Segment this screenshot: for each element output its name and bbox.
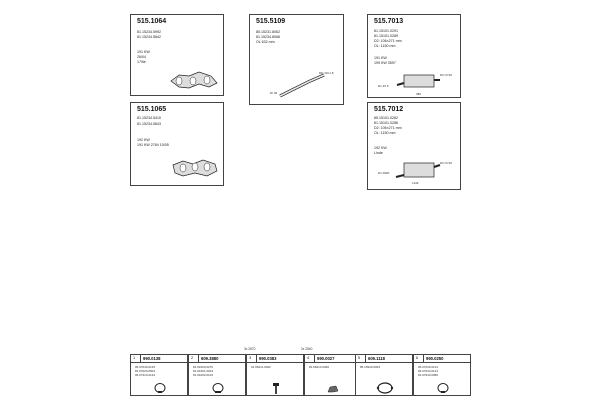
exhaust-manifold-drawing	[171, 155, 219, 181]
oem-number: 81.15234.5410	[137, 116, 161, 120]
muffler-drawing	[396, 71, 440, 91]
dimension-label: 1132	[412, 181, 419, 185]
accessory-header	[131, 355, 187, 363]
divider	[198, 355, 199, 362]
oem-number: 81.15234.5842	[137, 35, 161, 39]
muffler-drawing	[394, 159, 442, 183]
part-number: 515.7012	[374, 106, 404, 113]
oem-number: 81.97940.0080	[418, 373, 439, 377]
accessory-part-number: 609.1118	[368, 356, 386, 361]
accessory-part-number: 990.0250	[426, 356, 444, 361]
part-number: 515.1064	[137, 18, 167, 25]
part-card-2	[249, 14, 344, 105]
oem-number: 81.97020.0503	[135, 369, 156, 373]
quantity-note: 2x 2540	[301, 347, 313, 351]
oem-number: 81.15234.5843	[137, 122, 161, 126]
spec-line: Linde	[374, 151, 383, 155]
oem-number: 06.07040.0124	[418, 365, 439, 369]
clamp-icon	[211, 382, 225, 394]
part-card-4	[130, 102, 224, 186]
oem-number: 85.15231.8062	[256, 30, 280, 34]
accessory-item-2	[188, 354, 246, 396]
oem-number: 85.15101.0282	[374, 116, 398, 120]
item-index: 2	[191, 356, 194, 360]
oem-number: 81.91601.0023	[193, 369, 214, 373]
oem-number: 06.07044.0124	[418, 369, 439, 373]
quantity-note: 3x 2670	[244, 347, 256, 351]
divider	[140, 355, 141, 362]
accessory-header	[305, 355, 361, 363]
item-index: 5	[358, 356, 361, 360]
part-number: 515.7013	[374, 18, 404, 25]
bolt-icon	[272, 383, 280, 395]
dimension-label: D1 0900	[378, 171, 390, 175]
accessory-part-number: 990.0383	[259, 356, 277, 361]
spec-line: OL: 1150 mm	[374, 131, 396, 135]
spec-line: 26/04	[137, 55, 146, 59]
item-index: 4	[307, 356, 310, 360]
accessory-header	[414, 355, 470, 363]
accessory-header	[189, 355, 245, 363]
dimension-label: DD 40×1.8	[319, 71, 334, 75]
clamp-icon	[436, 382, 450, 394]
gasket-icon	[376, 382, 394, 394]
accessory-header	[247, 355, 303, 363]
divider	[423, 355, 424, 362]
part-card-3	[367, 14, 461, 98]
oem-number: 81.91600.0270	[193, 365, 214, 369]
spec-line: D2: 106×271 mm	[374, 39, 402, 43]
accessory-part-number: 609.3880	[201, 356, 219, 361]
spec-line: 191 KW	[137, 50, 150, 54]
spec-line: D2: 106×271 mm	[374, 126, 402, 130]
spec-line: 192 KW	[137, 138, 150, 142]
clamp-icon	[153, 382, 167, 394]
oem-number: 06.07410.0124	[135, 373, 156, 377]
dimension-label: DO 0710	[440, 161, 453, 165]
dimension-label: DI 45	[270, 91, 278, 95]
oem-number: 81.15101.0286	[374, 121, 398, 125]
accessory-item-6	[413, 354, 471, 396]
spec-line: 199 KW 3597	[374, 61, 396, 65]
oem-number: 81.15101.0289	[374, 34, 398, 38]
item-index: 1	[133, 356, 136, 360]
oem-number: 06.07040.0125	[135, 365, 156, 369]
spec-line: 192 KW	[374, 146, 387, 150]
accessory-item-3	[246, 354, 304, 396]
spec-line: 17/tie	[137, 60, 146, 64]
dimension-label: 380	[416, 92, 422, 96]
divider	[365, 355, 366, 362]
accessory-part-number: 990.0027	[317, 356, 335, 361]
nut-icon	[327, 385, 339, 393]
spec-line: OL: 1150 mm	[374, 44, 396, 48]
oem-number: 81.15234.5992	[137, 30, 161, 34]
accessory-item-5	[355, 354, 413, 396]
divider	[256, 355, 257, 362]
item-index: 3	[249, 356, 252, 360]
spec-line: 191 KW	[374, 56, 387, 60]
oem-number: 85.15940.0063	[360, 365, 381, 369]
part-card-1	[130, 14, 224, 96]
dimension-label: D1 45.5	[378, 84, 389, 88]
oem-number: 91.95211.0062	[251, 365, 271, 369]
part-card-5	[367, 102, 461, 190]
divider	[314, 355, 315, 362]
item-index: 6	[416, 356, 419, 360]
exhaust-manifold-drawing	[169, 67, 219, 93]
part-number: 515.5109	[256, 18, 286, 25]
dimension-label: DO 0710	[440, 73, 453, 77]
accessory-part-number: 990.0138	[143, 356, 161, 361]
accessory-item-1	[130, 354, 188, 396]
oem-number: 81.91600.0125	[193, 373, 214, 377]
oem-number: 81.15234.8066	[256, 35, 280, 39]
oem-number: 81.96213.0066	[309, 365, 330, 369]
part-number: 515.1065	[137, 106, 167, 113]
spec-line: OL 632 mm	[256, 40, 275, 44]
accessory-item-4	[304, 354, 362, 396]
oem-number: 81.15101.0291	[374, 29, 398, 33]
accessory-header	[356, 355, 412, 363]
spec-line: 191 KW 2784 10/05	[137, 143, 169, 147]
